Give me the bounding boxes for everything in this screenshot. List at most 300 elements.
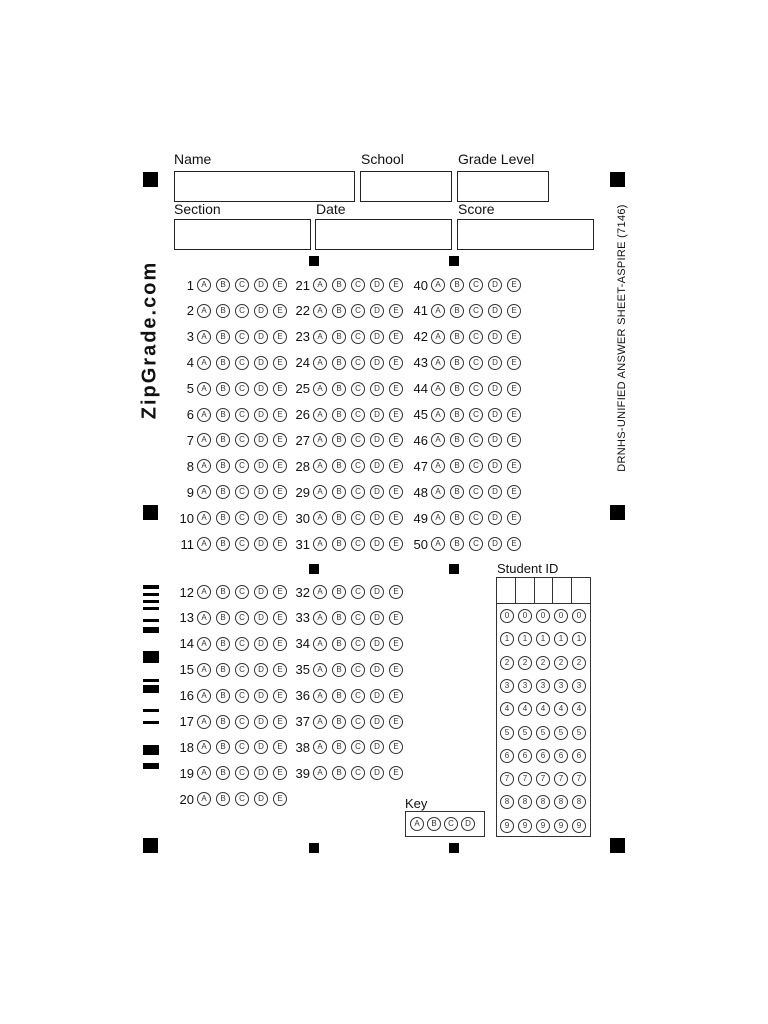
answer-bubble-b[interactable]: B	[332, 408, 346, 422]
answer-bubble-b[interactable]: B	[216, 663, 230, 677]
answer-bubble-a[interactable]: A	[431, 511, 445, 525]
score-field[interactable]	[457, 219, 594, 250]
answer-bubble-c[interactable]: C	[351, 330, 365, 344]
answer-bubble-e[interactable]: E	[273, 715, 287, 729]
answer-bubble-d[interactable]: D	[254, 433, 268, 447]
answer-bubble-e[interactable]: E	[273, 278, 287, 292]
answer-bubble-a[interactable]: A	[431, 433, 445, 447]
answer-bubble-b[interactable]: B	[332, 433, 346, 447]
answer-bubble-a[interactable]: A	[431, 304, 445, 318]
answer-bubble-d[interactable]: D	[488, 433, 502, 447]
answer-bubble-a[interactable]: A	[313, 611, 327, 625]
answer-bubble-b[interactable]: B	[332, 766, 346, 780]
answer-bubble-c[interactable]: C	[235, 792, 249, 806]
answer-bubble-a[interactable]: A	[197, 792, 211, 806]
student-id-entry-cell[interactable]	[535, 578, 554, 603]
answer-bubble-e[interactable]: E	[389, 330, 403, 344]
answer-bubble-d[interactable]: D	[254, 304, 268, 318]
student-id-bubble[interactable]: 6	[536, 749, 550, 763]
student-id-bubble[interactable]: 5	[500, 726, 514, 740]
answer-bubble-a[interactable]: A	[197, 356, 211, 370]
key-bubble-d[interactable]: D	[461, 817, 475, 831]
answer-bubble-e[interactable]: E	[507, 485, 521, 499]
answer-bubble-c[interactable]: C	[351, 637, 365, 651]
answer-bubble-e[interactable]: E	[507, 459, 521, 473]
answer-bubble-b[interactable]: B	[332, 330, 346, 344]
student-id-bubble[interactable]: 4	[518, 702, 532, 716]
answer-bubble-d[interactable]: D	[370, 278, 384, 292]
answer-bubble-a[interactable]: A	[197, 408, 211, 422]
student-id-bubble[interactable]: 0	[518, 609, 532, 623]
answer-bubble-c[interactable]: C	[351, 433, 365, 447]
answer-bubble-e[interactable]: E	[389, 433, 403, 447]
answer-bubble-e[interactable]: E	[389, 663, 403, 677]
answer-bubble-d[interactable]: D	[370, 433, 384, 447]
student-id-bubble[interactable]: 5	[554, 726, 568, 740]
answer-bubble-a[interactable]: A	[431, 278, 445, 292]
student-id-entry-cell[interactable]	[516, 578, 535, 603]
answer-bubble-a[interactable]: A	[313, 537, 327, 551]
answer-bubble-a[interactable]: A	[313, 408, 327, 422]
section-field[interactable]	[174, 219, 311, 250]
answer-bubble-d[interactable]: D	[488, 537, 502, 551]
answer-bubble-b[interactable]: B	[216, 459, 230, 473]
answer-bubble-c[interactable]: C	[469, 459, 483, 473]
student-id-bubble[interactable]: 8	[518, 795, 532, 809]
answer-bubble-a[interactable]: A	[313, 511, 327, 525]
answer-bubble-e[interactable]: E	[389, 511, 403, 525]
answer-bubble-d[interactable]: D	[370, 382, 384, 396]
answer-bubble-b[interactable]: B	[216, 408, 230, 422]
answer-bubble-e[interactable]: E	[273, 382, 287, 396]
answer-bubble-b[interactable]: B	[332, 663, 346, 677]
answer-bubble-b[interactable]: B	[216, 433, 230, 447]
answer-bubble-d[interactable]: D	[488, 382, 502, 396]
answer-bubble-b[interactable]: B	[450, 511, 464, 525]
answer-bubble-a[interactable]: A	[431, 382, 445, 396]
answer-bubble-a[interactable]: A	[313, 485, 327, 499]
student-id-entry-cell[interactable]	[572, 578, 590, 603]
answer-bubble-c[interactable]: C	[235, 330, 249, 344]
answer-bubble-e[interactable]: E	[389, 304, 403, 318]
answer-bubble-d[interactable]: D	[370, 611, 384, 625]
student-id-bubble[interactable]: 1	[536, 632, 550, 646]
key-bubble-c[interactable]: C	[444, 817, 458, 831]
answer-bubble-a[interactable]: A	[313, 637, 327, 651]
student-id-bubble[interactable]: 4	[500, 702, 514, 716]
student-id-bubble[interactable]: 0	[500, 609, 514, 623]
student-id-bubble[interactable]: 0	[572, 609, 586, 623]
answer-bubble-c[interactable]: C	[235, 408, 249, 422]
answer-bubble-b[interactable]: B	[450, 278, 464, 292]
answer-bubble-c[interactable]: C	[469, 408, 483, 422]
answer-bubble-a[interactable]: A	[313, 459, 327, 473]
answer-bubble-b[interactable]: B	[332, 278, 346, 292]
answer-bubble-c[interactable]: C	[235, 740, 249, 754]
answer-bubble-d[interactable]: D	[254, 663, 268, 677]
answer-bubble-c[interactable]: C	[351, 304, 365, 318]
student-id-bubble[interactable]: 3	[518, 679, 532, 693]
student-id-bubble[interactable]: 1	[518, 632, 532, 646]
student-id-bubble[interactable]: 2	[536, 656, 550, 670]
student-id-bubble[interactable]: 7	[554, 772, 568, 786]
answer-bubble-c[interactable]: C	[351, 382, 365, 396]
student-id-bubble[interactable]: 8	[500, 795, 514, 809]
answer-bubble-d[interactable]: D	[370, 408, 384, 422]
answer-bubble-e[interactable]: E	[389, 485, 403, 499]
answer-bubble-b[interactable]: B	[216, 715, 230, 729]
answer-bubble-d[interactable]: D	[254, 740, 268, 754]
answer-bubble-d[interactable]: D	[370, 715, 384, 729]
answer-bubble-c[interactable]: C	[235, 715, 249, 729]
answer-bubble-a[interactable]: A	[197, 611, 211, 625]
answer-bubble-c[interactable]: C	[469, 330, 483, 344]
answer-bubble-a[interactable]: A	[197, 585, 211, 599]
answer-bubble-c[interactable]: C	[469, 382, 483, 396]
answer-bubble-b[interactable]: B	[450, 304, 464, 318]
answer-bubble-a[interactable]: A	[313, 356, 327, 370]
answer-bubble-a[interactable]: A	[431, 485, 445, 499]
answer-bubble-a[interactable]: A	[313, 382, 327, 396]
answer-bubble-c[interactable]: C	[235, 511, 249, 525]
answer-bubble-a[interactable]: A	[313, 766, 327, 780]
student-id-bubble[interactable]: 3	[500, 679, 514, 693]
answer-bubble-d[interactable]: D	[370, 304, 384, 318]
answer-bubble-a[interactable]: A	[197, 689, 211, 703]
answer-bubble-b[interactable]: B	[450, 485, 464, 499]
student-id-bubble[interactable]: 7	[518, 772, 532, 786]
student-id-bubble[interactable]: 1	[554, 632, 568, 646]
answer-bubble-c[interactable]: C	[235, 356, 249, 370]
student-id-bubble[interactable]: 8	[572, 795, 586, 809]
answer-bubble-b[interactable]: B	[332, 689, 346, 703]
answer-bubble-e[interactable]: E	[273, 689, 287, 703]
answer-bubble-c[interactable]: C	[235, 304, 249, 318]
answer-bubble-d[interactable]: D	[488, 278, 502, 292]
answer-bubble-b[interactable]: B	[332, 740, 346, 754]
answer-bubble-c[interactable]: C	[469, 356, 483, 370]
answer-bubble-c[interactable]: C	[469, 485, 483, 499]
answer-bubble-e[interactable]: E	[273, 585, 287, 599]
answer-bubble-d[interactable]: D	[254, 459, 268, 473]
answer-bubble-e[interactable]: E	[273, 740, 287, 754]
answer-bubble-d[interactable]: D	[254, 611, 268, 625]
answer-bubble-d[interactable]: D	[488, 408, 502, 422]
student-id-bubble[interactable]: 5	[572, 726, 586, 740]
answer-bubble-a[interactable]: A	[313, 689, 327, 703]
answer-bubble-d[interactable]: D	[254, 485, 268, 499]
answer-bubble-a[interactable]: A	[313, 433, 327, 447]
student-id-bubble[interactable]: 0	[536, 609, 550, 623]
student-id-bubble[interactable]: 1	[500, 632, 514, 646]
answer-bubble-b[interactable]: B	[216, 585, 230, 599]
answer-bubble-c[interactable]: C	[235, 585, 249, 599]
student-id-bubble[interactable]: 6	[500, 749, 514, 763]
answer-bubble-d[interactable]: D	[370, 537, 384, 551]
answer-bubble-d[interactable]: D	[370, 689, 384, 703]
answer-bubble-d[interactable]: D	[370, 485, 384, 499]
student-id-bubble[interactable]: 3	[572, 679, 586, 693]
answer-bubble-c[interactable]: C	[351, 356, 365, 370]
answer-bubble-e[interactable]: E	[507, 356, 521, 370]
answer-bubble-b[interactable]: B	[332, 611, 346, 625]
answer-bubble-d[interactable]: D	[488, 511, 502, 525]
answer-bubble-b[interactable]: B	[450, 433, 464, 447]
answer-bubble-e[interactable]: E	[507, 537, 521, 551]
answer-bubble-c[interactable]: C	[469, 537, 483, 551]
answer-bubble-e[interactable]: E	[273, 304, 287, 318]
student-id-bubble[interactable]: 3	[536, 679, 550, 693]
answer-bubble-b[interactable]: B	[332, 356, 346, 370]
answer-bubble-e[interactable]: E	[507, 304, 521, 318]
student-id-bubble[interactable]: 4	[536, 702, 550, 716]
answer-bubble-b[interactable]: B	[216, 792, 230, 806]
answer-bubble-a[interactable]: A	[431, 356, 445, 370]
answer-bubble-d[interactable]: D	[370, 511, 384, 525]
answer-bubble-b[interactable]: B	[216, 537, 230, 551]
answer-bubble-b[interactable]: B	[216, 740, 230, 754]
answer-bubble-c[interactable]: C	[235, 459, 249, 473]
school-field[interactable]	[360, 171, 452, 202]
answer-bubble-d[interactable]: D	[254, 278, 268, 292]
answer-bubble-c[interactable]: C	[235, 485, 249, 499]
answer-bubble-d[interactable]: D	[370, 459, 384, 473]
answer-bubble-d[interactable]: D	[254, 715, 268, 729]
answer-bubble-d[interactable]: D	[254, 792, 268, 806]
answer-bubble-b[interactable]: B	[332, 637, 346, 651]
answer-bubble-c[interactable]: C	[351, 278, 365, 292]
answer-bubble-c[interactable]: C	[351, 611, 365, 625]
answer-bubble-b[interactable]: B	[332, 585, 346, 599]
answer-bubble-b[interactable]: B	[216, 611, 230, 625]
answer-bubble-c[interactable]: C	[351, 689, 365, 703]
answer-bubble-a[interactable]: A	[313, 715, 327, 729]
answer-bubble-a[interactable]: A	[431, 459, 445, 473]
answer-bubble-e[interactable]: E	[273, 356, 287, 370]
student-id-bubble[interactable]: 9	[518, 819, 532, 833]
answer-bubble-e[interactable]: E	[273, 663, 287, 677]
answer-bubble-d[interactable]: D	[254, 330, 268, 344]
answer-bubble-a[interactable]: A	[197, 740, 211, 754]
answer-bubble-a[interactable]: A	[197, 382, 211, 396]
answer-bubble-e[interactable]: E	[273, 792, 287, 806]
answer-bubble-a[interactable]: A	[197, 537, 211, 551]
answer-bubble-e[interactable]: E	[273, 485, 287, 499]
answer-bubble-c[interactable]: C	[351, 459, 365, 473]
student-id-bubble[interactable]: 1	[572, 632, 586, 646]
answer-bubble-c[interactable]: C	[351, 740, 365, 754]
student-id-entry-cell[interactable]	[497, 578, 516, 603]
answer-bubble-c[interactable]: C	[235, 382, 249, 396]
answer-bubble-b[interactable]: B	[216, 689, 230, 703]
answer-bubble-d[interactable]: D	[488, 459, 502, 473]
answer-bubble-d[interactable]: D	[254, 356, 268, 370]
answer-bubble-e[interactable]: E	[507, 408, 521, 422]
answer-bubble-e[interactable]: E	[273, 330, 287, 344]
answer-bubble-d[interactable]: D	[488, 356, 502, 370]
answer-bubble-e[interactable]: E	[389, 356, 403, 370]
answer-bubble-c[interactable]: C	[235, 537, 249, 551]
grade-level-field[interactable]	[457, 171, 549, 202]
answer-bubble-b[interactable]: B	[216, 637, 230, 651]
answer-bubble-b[interactable]: B	[332, 382, 346, 396]
answer-bubble-d[interactable]: D	[488, 330, 502, 344]
answer-bubble-c[interactable]: C	[351, 537, 365, 551]
answer-bubble-a[interactable]: A	[197, 511, 211, 525]
answer-bubble-c[interactable]: C	[235, 689, 249, 703]
answer-bubble-e[interactable]: E	[273, 766, 287, 780]
answer-bubble-d[interactable]: D	[254, 637, 268, 651]
answer-bubble-e[interactable]: E	[507, 278, 521, 292]
student-id-bubble[interactable]: 7	[500, 772, 514, 786]
answer-bubble-a[interactable]: A	[431, 537, 445, 551]
answer-bubble-a[interactable]: A	[197, 278, 211, 292]
student-id-bubble[interactable]: 9	[500, 819, 514, 833]
answer-bubble-a[interactable]: A	[197, 433, 211, 447]
answer-bubble-b[interactable]: B	[332, 485, 346, 499]
answer-bubble-e[interactable]: E	[389, 408, 403, 422]
answer-bubble-d[interactable]: D	[254, 766, 268, 780]
student-id-bubble[interactable]: 8	[536, 795, 550, 809]
answer-bubble-c[interactable]: C	[235, 278, 249, 292]
student-id-bubble[interactable]: 6	[554, 749, 568, 763]
answer-bubble-c[interactable]: C	[235, 663, 249, 677]
student-id-bubble[interactable]: 7	[572, 772, 586, 786]
student-id-bubble[interactable]: 0	[554, 609, 568, 623]
student-id-bubble[interactable]: 2	[572, 656, 586, 670]
answer-bubble-c[interactable]: C	[235, 433, 249, 447]
answer-bubble-e[interactable]: E	[273, 611, 287, 625]
answer-bubble-b[interactable]: B	[332, 304, 346, 318]
answer-bubble-e[interactable]: E	[389, 611, 403, 625]
answer-bubble-b[interactable]: B	[216, 356, 230, 370]
answer-bubble-d[interactable]: D	[488, 485, 502, 499]
answer-bubble-e[interactable]: E	[389, 278, 403, 292]
answer-bubble-a[interactable]: A	[197, 459, 211, 473]
answer-bubble-a[interactable]: A	[431, 330, 445, 344]
student-id-bubble[interactable]: 7	[536, 772, 550, 786]
student-id-bubble[interactable]: 2	[554, 656, 568, 670]
answer-bubble-d[interactable]: D	[254, 585, 268, 599]
answer-bubble-a[interactable]: A	[197, 485, 211, 499]
answer-bubble-b[interactable]: B	[450, 382, 464, 396]
answer-bubble-a[interactable]: A	[313, 585, 327, 599]
answer-bubble-d[interactable]: D	[370, 356, 384, 370]
answer-bubble-c[interactable]: C	[351, 585, 365, 599]
answer-bubble-a[interactable]: A	[313, 304, 327, 318]
answer-bubble-e[interactable]: E	[273, 433, 287, 447]
answer-bubble-e[interactable]: E	[389, 740, 403, 754]
answer-bubble-a[interactable]: A	[197, 663, 211, 677]
answer-bubble-d[interactable]: D	[254, 408, 268, 422]
answer-bubble-e[interactable]: E	[389, 766, 403, 780]
answer-bubble-d[interactable]: D	[254, 382, 268, 396]
answer-bubble-e[interactable]: E	[389, 459, 403, 473]
answer-bubble-d[interactable]: D	[370, 740, 384, 754]
answer-bubble-b[interactable]: B	[216, 511, 230, 525]
student-id-bubble[interactable]: 2	[500, 656, 514, 670]
answer-bubble-b[interactable]: B	[216, 330, 230, 344]
answer-bubble-e[interactable]: E	[389, 382, 403, 396]
answer-bubble-e[interactable]: E	[389, 715, 403, 729]
answer-bubble-d[interactable]: D	[370, 330, 384, 344]
answer-bubble-a[interactable]: A	[313, 330, 327, 344]
answer-bubble-d[interactable]: D	[370, 585, 384, 599]
answer-bubble-a[interactable]: A	[197, 766, 211, 780]
answer-bubble-c[interactable]: C	[469, 278, 483, 292]
answer-bubble-a[interactable]: A	[197, 304, 211, 318]
answer-bubble-e[interactable]: E	[389, 689, 403, 703]
answer-bubble-b[interactable]: B	[216, 304, 230, 318]
name-field[interactable]	[174, 171, 355, 202]
answer-bubble-e[interactable]: E	[389, 585, 403, 599]
answer-bubble-d[interactable]: D	[254, 537, 268, 551]
answer-bubble-a[interactable]: A	[197, 330, 211, 344]
answer-bubble-e[interactable]: E	[507, 433, 521, 447]
answer-bubble-b[interactable]: B	[450, 537, 464, 551]
answer-bubble-d[interactable]: D	[370, 766, 384, 780]
answer-bubble-d[interactable]: D	[254, 689, 268, 703]
answer-bubble-a[interactable]: A	[431, 408, 445, 422]
answer-bubble-c[interactable]: C	[469, 511, 483, 525]
date-field[interactable]	[315, 219, 452, 250]
answer-bubble-b[interactable]: B	[332, 537, 346, 551]
answer-bubble-a[interactable]: A	[313, 740, 327, 754]
student-id-entry-cell[interactable]	[553, 578, 572, 603]
student-id-bubble[interactable]: 9	[554, 819, 568, 833]
answer-bubble-c[interactable]: C	[351, 485, 365, 499]
answer-bubble-b[interactable]: B	[332, 459, 346, 473]
student-id-bubble[interactable]: 9	[536, 819, 550, 833]
student-id-bubble[interactable]: 3	[554, 679, 568, 693]
answer-bubble-d[interactable]: D	[370, 637, 384, 651]
answer-bubble-e[interactable]: E	[273, 511, 287, 525]
answer-bubble-e[interactable]: E	[273, 537, 287, 551]
student-id-bubble[interactable]: 4	[572, 702, 586, 716]
answer-bubble-c[interactable]: C	[351, 715, 365, 729]
answer-bubble-c[interactable]: C	[351, 511, 365, 525]
answer-bubble-e[interactable]: E	[389, 637, 403, 651]
answer-bubble-c[interactable]: C	[351, 766, 365, 780]
answer-bubble-c[interactable]: C	[351, 408, 365, 422]
answer-bubble-e[interactable]: E	[273, 408, 287, 422]
answer-bubble-a[interactable]: A	[313, 663, 327, 677]
answer-bubble-a[interactable]: A	[197, 715, 211, 729]
key-bubble-a[interactable]: A	[410, 817, 424, 831]
answer-bubble-c[interactable]: C	[235, 611, 249, 625]
answer-bubble-d[interactable]: D	[254, 511, 268, 525]
answer-bubble-b[interactable]: B	[450, 459, 464, 473]
student-id-bubble[interactable]: 4	[554, 702, 568, 716]
key-bubble-b[interactable]: B	[427, 817, 441, 831]
student-id-bubble[interactable]: 6	[518, 749, 532, 763]
answer-bubble-b[interactable]: B	[450, 330, 464, 344]
student-id-bubble[interactable]: 9	[572, 819, 586, 833]
answer-bubble-d[interactable]: D	[488, 304, 502, 318]
student-id-bubble[interactable]: 2	[518, 656, 532, 670]
student-id-bubble[interactable]: 8	[554, 795, 568, 809]
answer-bubble-e[interactable]: E	[507, 511, 521, 525]
answer-bubble-b[interactable]: B	[450, 356, 464, 370]
answer-bubble-b[interactable]: B	[332, 511, 346, 525]
answer-bubble-c[interactable]: C	[351, 663, 365, 677]
answer-bubble-b[interactable]: B	[216, 382, 230, 396]
answer-bubble-c[interactable]: C	[235, 766, 249, 780]
answer-bubble-b[interactable]: B	[216, 485, 230, 499]
student-id-bubble[interactable]: 6	[572, 749, 586, 763]
answer-bubble-b[interactable]: B	[216, 766, 230, 780]
answer-bubble-a[interactable]: A	[197, 637, 211, 651]
